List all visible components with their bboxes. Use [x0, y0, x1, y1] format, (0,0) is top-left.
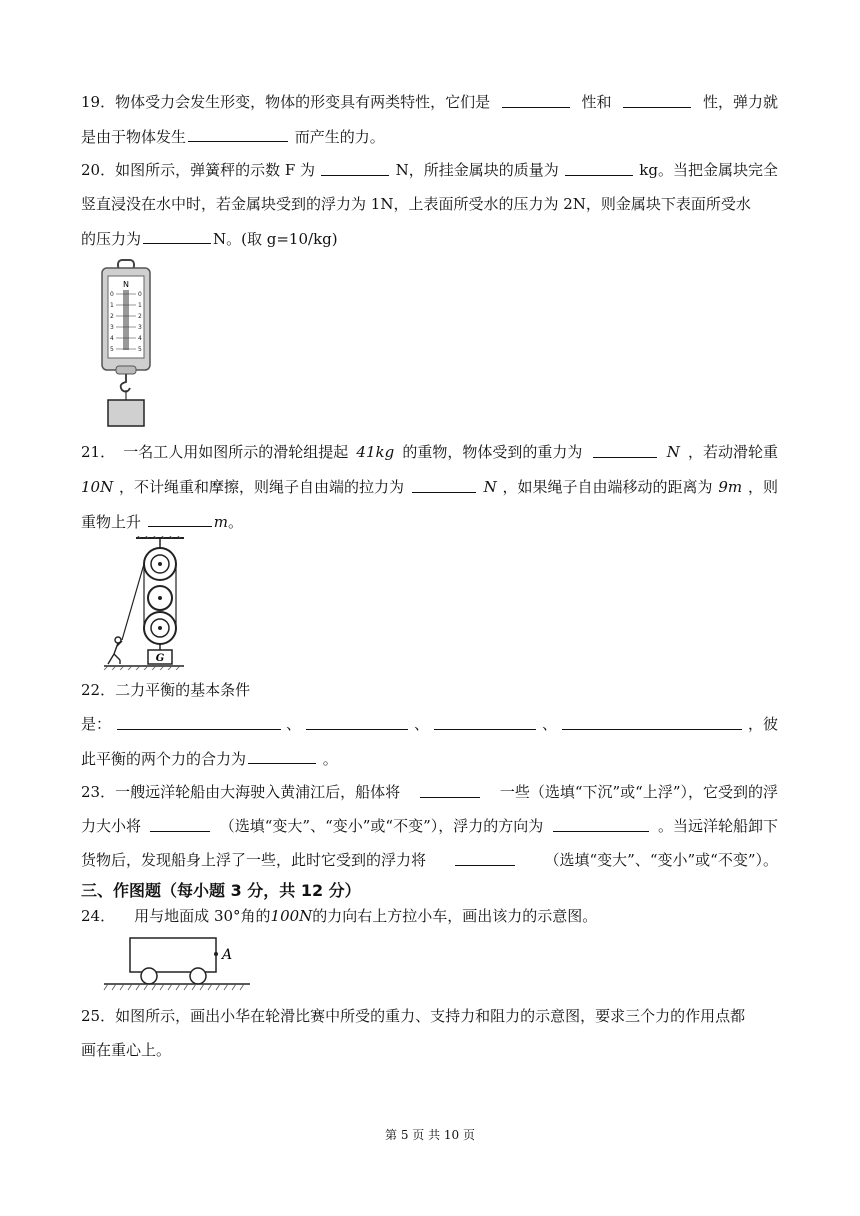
page-footer: 第 5 页 共 10 页 — [385, 1128, 475, 1142]
answer-blank[interactable] — [434, 714, 536, 730]
q23-line1: 23．一艘远洋轮船由大海驶入黄浦江后，船体将 一些（选填“下沉”或“上浮”），它受到的浮 — [81, 783, 778, 801]
answer-blank[interactable] — [188, 126, 288, 142]
worker-icon — [108, 637, 122, 664]
cart-figure — [102, 930, 252, 996]
q23-line3: 货物后，发现船身上浮了一些，此时它受到的浮力将 （选填“变大”、“变小”或“不变”）。 — [81, 851, 778, 869]
q22-line1: 22．二力平衡的基本条件 — [81, 681, 251, 699]
q20-line1: 20．如图所示，弹簧秤的示数 F 为 N，所挂金属块的质量为 kg。当把金属块完全 — [81, 161, 778, 179]
answer-blank[interactable] — [412, 477, 476, 493]
q25-line2: 画在重心上。 — [81, 1041, 172, 1059]
svg-text:3: 3 — [138, 324, 142, 331]
answer-blank[interactable] — [150, 816, 210, 832]
svg-text:3: 3 — [110, 324, 114, 331]
answer-blank[interactable] — [248, 748, 316, 764]
answer-blank[interactable] — [306, 714, 408, 730]
svg-text:2: 2 — [138, 313, 142, 320]
spring-scale-figure — [96, 258, 156, 430]
svg-text:5: 5 — [110, 346, 114, 353]
q23-line2: 力大小将 （选填“变大”、“变小”或“不变”），浮力的方向为 。当远洋轮船卸下 — [81, 817, 778, 835]
q21-line1: 21． 一名工人用如图所示的滑轮组提起 41kg 的重物，物体受到的重力为 N ，若动滑轮重 — [81, 443, 778, 461]
svg-text:1: 1 — [110, 302, 114, 309]
svg-text:2: 2 — [110, 313, 114, 320]
pulley-system-figure — [102, 536, 186, 670]
answer-blank[interactable] — [565, 160, 633, 176]
q19-line2: 是由于物体发生 而产生的力。 — [81, 128, 385, 146]
q21-line3: 重物上升 m。 — [81, 513, 244, 531]
q21-line2: 10N ，不计绳重和摩擦，则绳子自由端的拉力为 N ，如果绳子自由端移动的距离为 9m ，则 — [81, 478, 778, 496]
section-heading: 三、作图题（每小题 3 分，共 12 分） — [81, 881, 361, 900]
weight-label: G — [155, 653, 165, 664]
svg-text:4: 4 — [110, 335, 114, 342]
cart-wheel — [141, 968, 157, 984]
q25-line1: 25．如图所示，画出小华在轮滑比赛中所受的重力、支持力和阻力的示意图，要求三个力的作用点都 — [81, 1007, 746, 1025]
answer-blank[interactable] — [420, 782, 480, 798]
cart-body — [130, 938, 216, 972]
point-a-label: A — [222, 947, 233, 963]
answer-blank[interactable] — [148, 511, 212, 527]
q24-line1: 24． 用与地面成 30°角的100N的力向右上方拉小车，画出该力的示意图。 — [81, 907, 598, 925]
svg-text:5: 5 — [138, 346, 142, 353]
point-a — [214, 952, 218, 956]
answer-blank[interactable] — [502, 92, 570, 108]
answer-blank[interactable] — [455, 850, 515, 866]
answer-blank[interactable] — [553, 816, 649, 832]
answer-blank[interactable] — [623, 92, 691, 108]
answer-blank[interactable] — [117, 714, 281, 730]
hook-icon — [121, 374, 130, 392]
q19-line1: 19．物体受力会发生形变，物体的形变具有两类特性，它们是 性和 性，弹力就 — [81, 93, 778, 111]
answer-blank[interactable] — [562, 714, 742, 730]
answer-blank[interactable] — [321, 160, 389, 176]
metal-block — [108, 400, 144, 426]
q20-line3: 的压力为 N。(取 g=10/kg) — [81, 230, 338, 248]
svg-text:0: 0 — [138, 291, 142, 298]
q20-line2: 竖直浸没在水中时，若金属块受到的浮力为 1N，上表面所受水的压力为 2N，则金属块下表面所受水 — [81, 195, 751, 213]
q22-line2: 是： 、 、 、 ，彼 — [81, 715, 778, 733]
answer-blank[interactable] — [143, 228, 211, 244]
answer-blank[interactable] — [593, 442, 657, 458]
svg-text:1: 1 — [138, 302, 142, 309]
q22-line3: 此平衡的两个力的合力为 。 — [81, 750, 338, 768]
free-rope — [122, 564, 144, 640]
svg-text:4: 4 — [138, 335, 142, 342]
svg-text:0: 0 — [110, 291, 114, 298]
scale-unit-label: N — [123, 280, 129, 289]
cart-wheel — [190, 968, 206, 984]
